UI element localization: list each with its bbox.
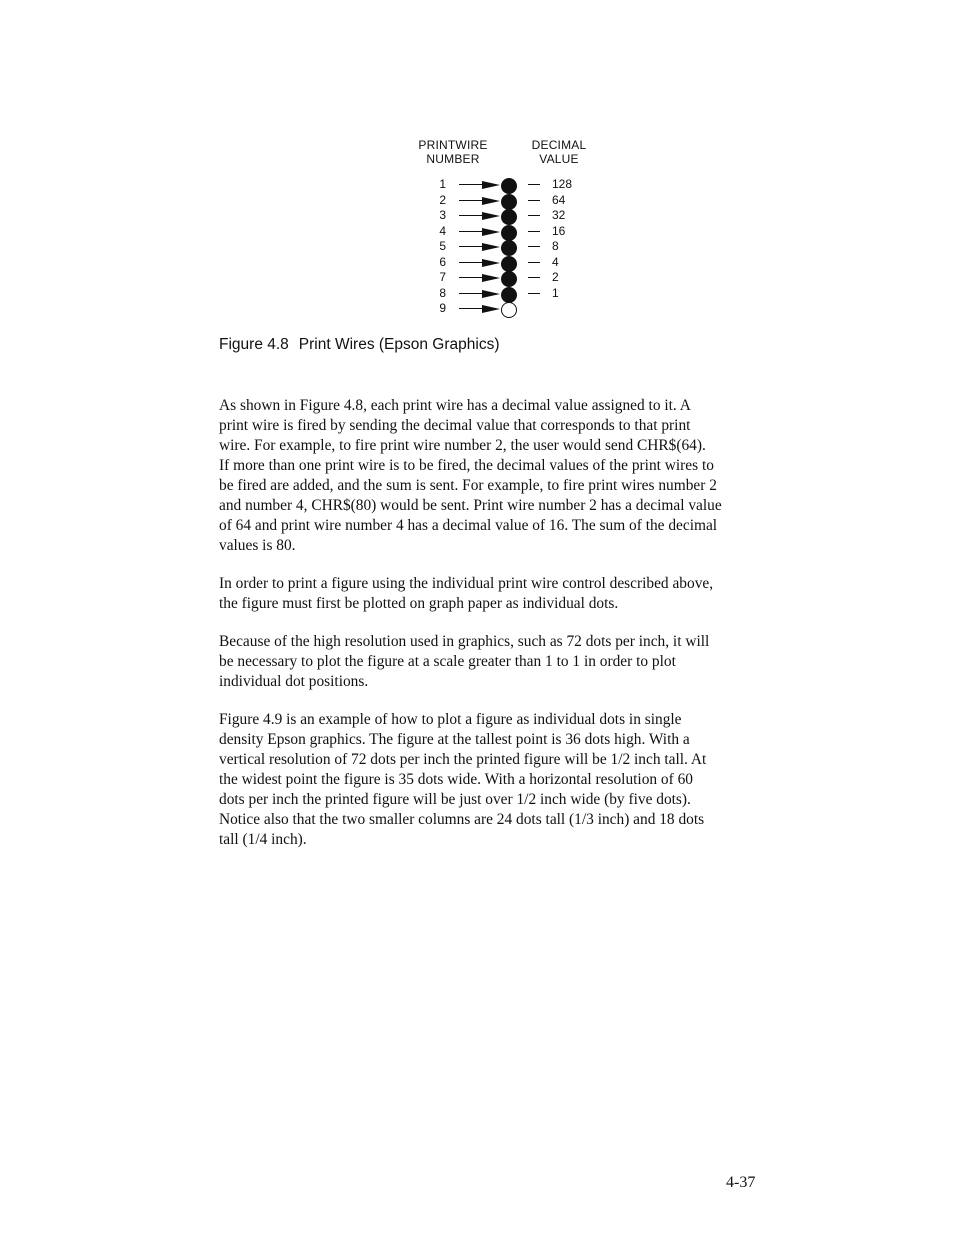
decimal-value: 1 [552,285,559,300]
decimal-value: 4 [552,254,559,269]
decimal-value: 32 [552,208,566,222]
decimal-value: 2 [552,270,559,284]
wire-number: 8 [439,285,446,300]
page-number: 4-37 [726,1174,756,1191]
wire-number: 2 [439,192,446,207]
wire-row-2 [0,192,954,214]
wire-number: 5 [439,239,446,253]
wire-number: 4 [439,223,446,238]
wire-row-1 [0,177,954,198]
decimal-value: 128 [552,177,573,191]
wire-row-7 [0,270,954,291]
figure-label: Figure 4.8 [219,336,289,353]
decimal-value: 16 [552,223,566,238]
decimal-value: 64 [552,192,566,207]
figure-title: Print Wires (Epson Graphics) [298,336,500,353]
paragraph-3: Because of the high resolution used in graphics, such as 72 dots per inch, it will be necessary to plot the figure at a scale greater than 1 to 1 in order to plot individual dot positions. [219,633,710,690]
decimal-value-header: DECIMAL VALUE [531,138,587,166]
wire-number: 3 [439,208,446,222]
paragraph-2: In order to print a figure using the individual print wire control described above, the figure must first be plotted on graph paper as individual dots. [219,575,714,612]
open-dot-icon [501,302,517,318]
paragraph-4: Figure 4.9 is an example of how to plot a figure as individual dots in single density Epson graphics. The figure at the tallest point is 36 dots high. With a vertical resolution of 72 dots per inch the printed figure will be 1/2 inch tall. At the widest point the figure is 35 dots wide. With a horizontal resolution of 60 dots per inch the printed figure will be just over 1/2 inch wide (by five dots). Notice also that the two smaller columns are 24 dots tall (1/3 inch) and 18 dots tall (1/4 inch). [219,711,707,848]
wire-number: 7 [439,270,446,284]
wire-row-9 [0,301,954,322]
wire-row-6 [0,254,954,276]
print-wires-figure [0,0,954,340]
filled-dot-icon [501,240,517,256]
filled-dot-icon [501,256,517,272]
printwire-number-header: PRINTWIRE NUMBER [418,138,488,166]
filled-dot-icon [501,194,517,210]
decimal-value: 8 [552,239,559,253]
filled-dot-icon [501,287,517,303]
filled-dot-icon [501,225,517,241]
wire-number: 1 [439,177,446,191]
wire-row-3 [0,208,954,229]
wire-number: 6 [439,254,446,269]
filled-dot-icon [501,271,517,287]
wire-row-4 [0,223,954,245]
paragraph-1: As shown in Figure 4.8, each print wire has a decimal value assigned to it. A print wire is fired by sending the decimal value that corresponds to that print wire. For example, to fire print wire number 2, the user would send CHR$(64). If more than one print wire is to be fired, the decimal values of the print wires to be fired are added, and the sum is sent. For example, to fire print wires number 2 and number 4, CHR$(80) would be sent. Print wire number 2 has a decimal value of 64 and print wire number 4 has a decimal value of 16. The sum of the decimal values is 80. [219,397,722,554]
wire-row-8 [0,285,954,307]
body-text [219,396,799,868]
wire-row-5 [0,239,954,260]
wire-number: 9 [439,301,446,315]
filled-dot-icon [501,178,517,194]
filled-dot-icon [501,209,517,225]
figure-caption [219,335,500,355]
